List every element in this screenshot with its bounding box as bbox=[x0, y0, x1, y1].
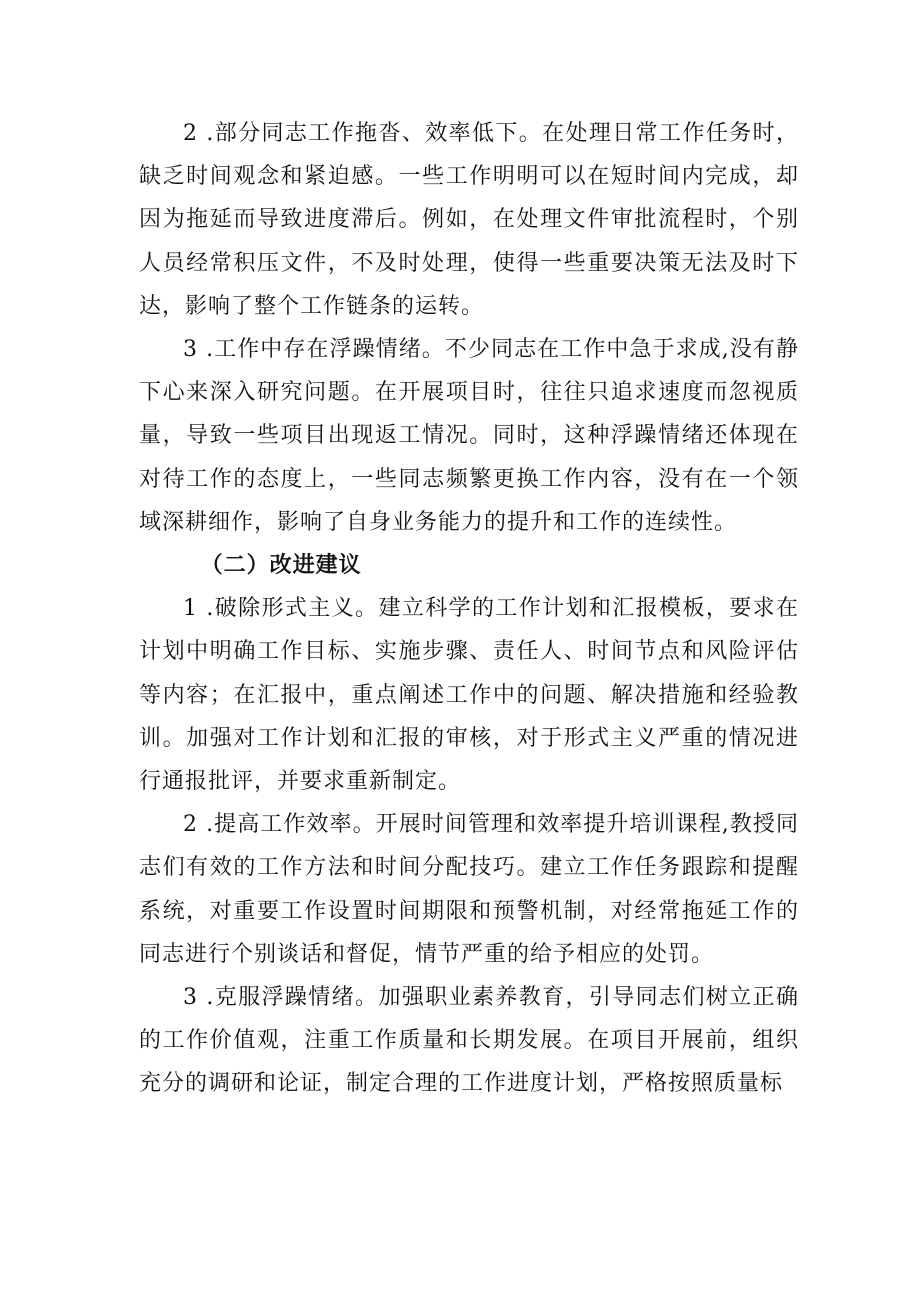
document-body bbox=[139, 112, 799, 1106]
paragraph-impetuous-mood: 3 .工作中存在浮躁情绪。不少同志在工作中急于求成,没有静下心来深入研究问题。在开展项目时，往往只追求速度而忽视质量，导致一些项目出现返工情况。同时，这种浮躁情绪还体现在对待工作的态度上，一些同志频繁更换工作内容，没有在一个领域深耕细作，影响了自身业务能力的提升和工作的连续性。 bbox=[139, 337, 799, 535]
section-heading-suggestions: （二）改进建议 bbox=[200, 552, 362, 579]
paragraph-work-delay: 2 .部分同志工作拖沓、效率低下。在处理日常工作任务时，缺乏时间观念和紧迫感。一些工作明明可以在短时间内完成，却因为拖延而导致进度滞后。例如，在处理文件审批流程时，个别人员经常积压文件，不及时处理，使得一些重要决策无法及时下达，影响了整个工作链条的运转。 bbox=[139, 121, 799, 319]
paragraph-break-formalism: 1 .破除形式主义。建立科学的工作计划和汇报模板，要求在计划中明确工作目标、实施步骤、责任人、时间节点和风险评估等内容；在汇报中，重点阐述工作中的问题、解决措施和经验教训。加强对工作计划和汇报的审核，对于形式主义严重的情况进行通报批评，并要求重新制定。 bbox=[139, 596, 799, 795]
paragraph-improve-efficiency: 2 .提高工作效率。开展时间管理和效率提升培训课程,教授同志们有效的工作方法和时间分配技巧。建立工作任务跟踪和提醒系统，对重要工作设置时间期限和预警机制，对经常拖延工作的同志进行个别谈话和督促，情节严重的给予相应的处罚。 bbox=[139, 812, 799, 967]
paragraph-overcome-impetuousness: 3 .克服浮躁情绪。加强职业素养教育，引导同志们树立正确的工作价值观，注重工作质量和长期发展。在项目开展前，组织充分的调研和论证，制定合理的工作进度计划，严格按照质量标 bbox=[139, 985, 799, 1097]
